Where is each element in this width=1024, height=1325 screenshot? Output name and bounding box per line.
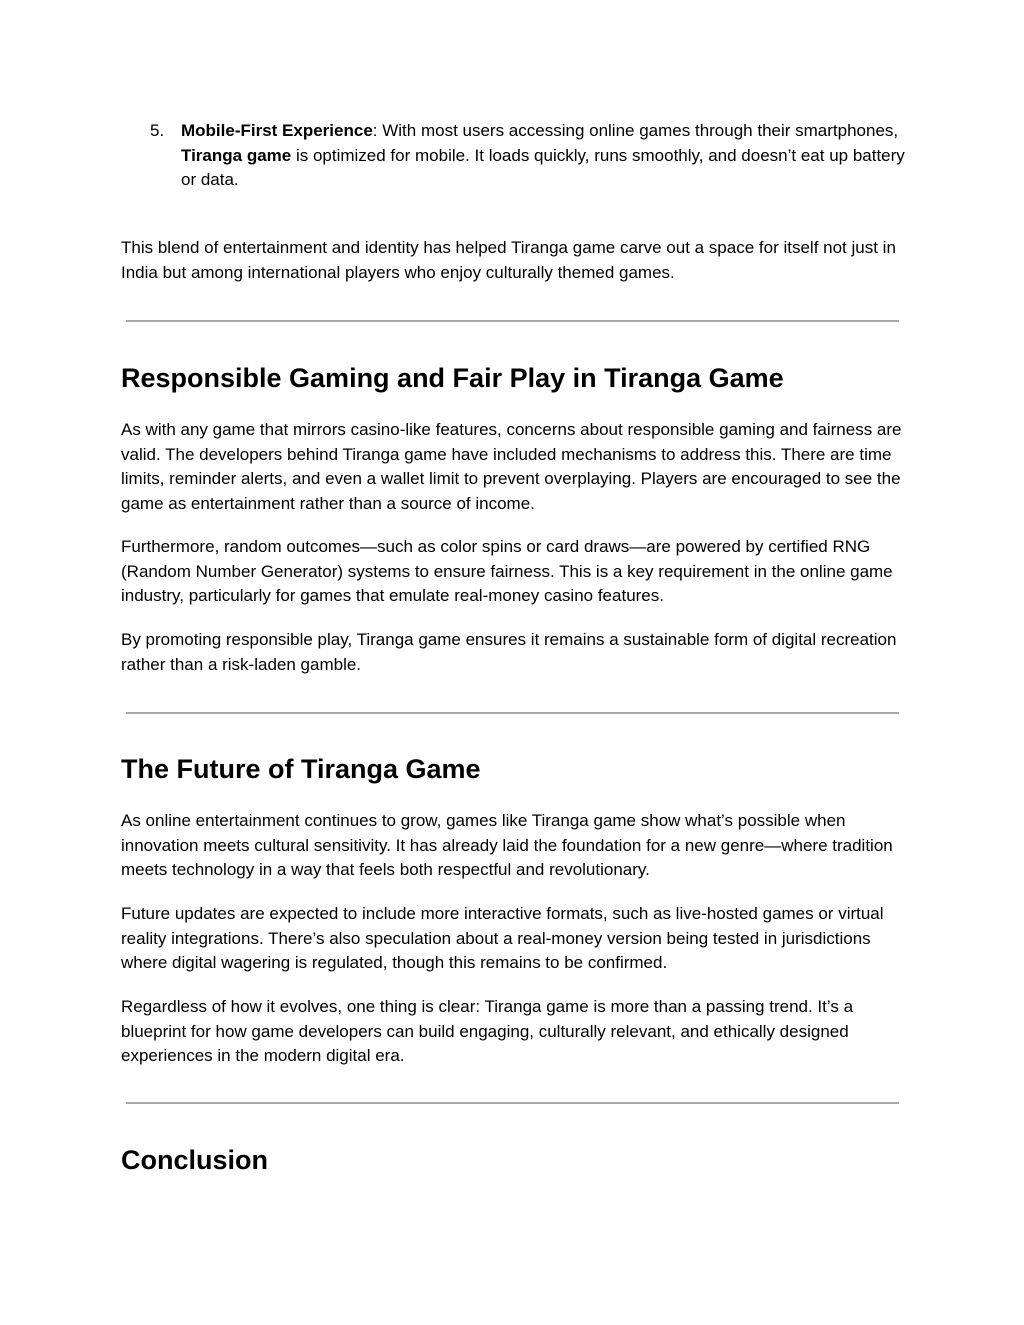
paragraph: Future updates are expected to include more interactive formats, such as live-hosted games or virtual reality integrations. There’s also speculation about a real-money version being tested in jurisdictions where digital wagering is regulated, though this remains to be confirmed. (121, 904, 884, 972)
list-item-text-part: : With most users accessing online games through their smartphones, (372, 121, 899, 140)
list-item-text (181, 119, 916, 193)
list-number: 5. (150, 121, 165, 140)
paragraph: As online entertainment continues to grow, games like Tiranga game show what’s possible when innovation meets cultural sensitivity. It has already laid the foundation for a new genre—where tradition meets technology in a way that feels both respectful and revolutionary. (121, 811, 893, 879)
section-heading: Conclusion (121, 1145, 268, 1175)
paragraph: Regardless of how it evolves, one thing is clear: Tiranga game is more than a passing trend. It’s a blueprint for how game developers can build engaging, culturally relevant, and ethically designed experiences in the modern digital era. (121, 997, 854, 1065)
list-item-text-part: is optimized for mobile. It loads quickly, runs smoothly, and doesn’t eat up battery or data. (181, 145, 905, 189)
intro-paragraph: This blend of entertainment and identity has helped Tiranga game carve out a space for itself not just in India but among international players who enjoy culturally themed games. (121, 238, 896, 282)
horizontal-rule (126, 1102, 899, 1104)
paragraph: By promoting responsible play, Tiranga game ensures it remains a sustainable form of digital recreation rather than a risk-laden gamble. (121, 630, 897, 674)
paragraph: As with any game that mirrors casino-like features, concerns about responsible gaming and fairness are valid. The developers behind Tiranga game have included mechanisms to address this. There are time limits, reminder alerts, and even a wallet limit to prevent overplaying. Players are encouraged to see the game as entertainment rather than a source of income. (121, 420, 902, 513)
section-heading: Responsible Gaming and Fair Play in Tiranga Game (121, 363, 784, 393)
horizontal-rule (126, 712, 899, 714)
section-heading: The Future of Tiranga Game (121, 754, 481, 784)
list-item-term: Mobile-First Experience (181, 121, 373, 140)
paragraph: Furthermore, random outcomes—such as color spins or card draws—are powered by certified RNG (Random Number Generator) systems to ensure fairness. This is a key requirement in the online game industry, particularly for games that emulate real-money casino features. (121, 537, 893, 605)
horizontal-rule (126, 320, 899, 322)
list-item-bold-inline: Tiranga game (181, 145, 292, 165)
